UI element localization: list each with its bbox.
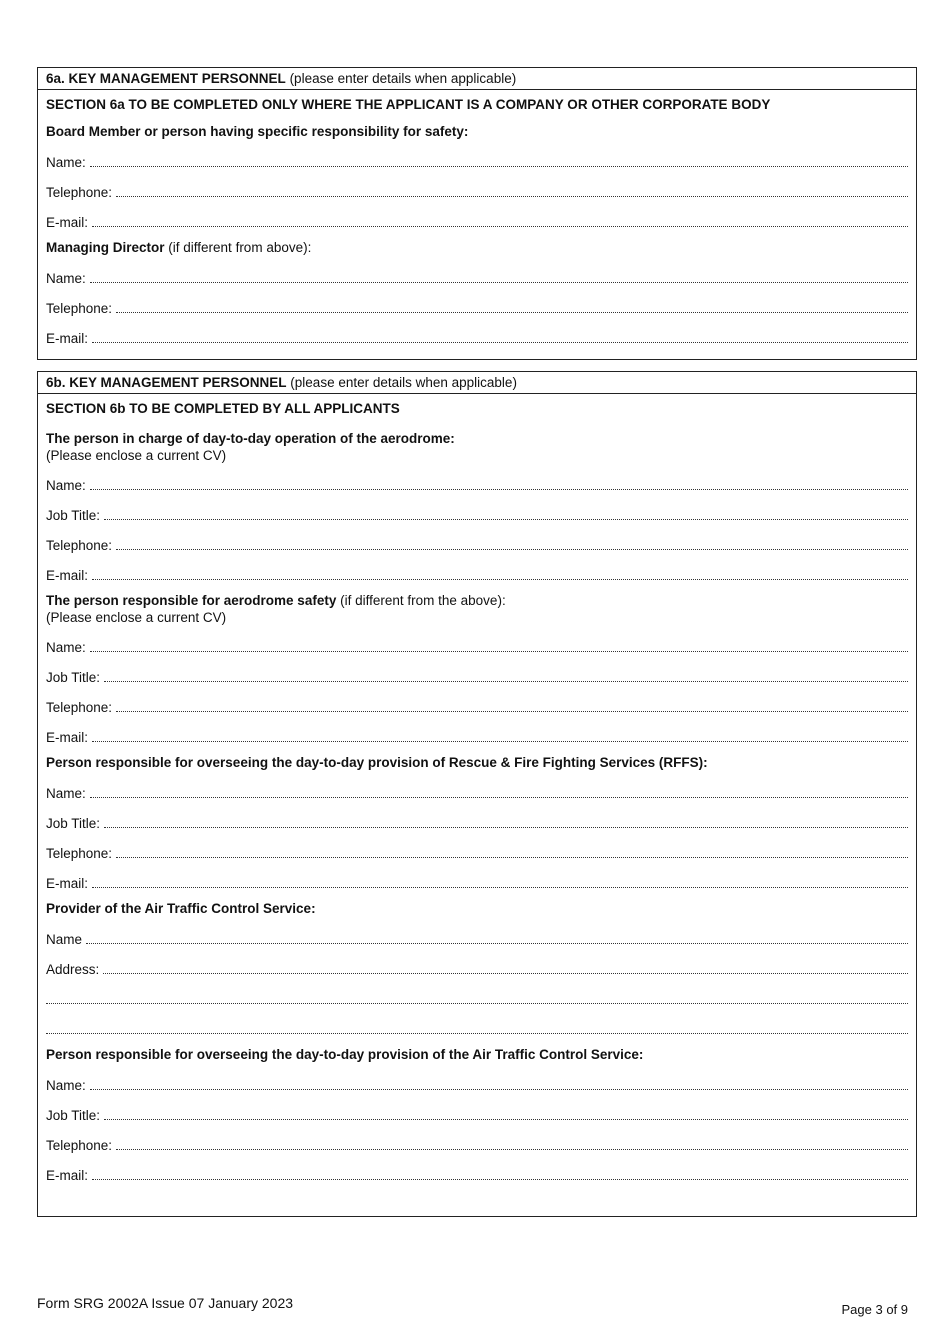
rffs-job-input-line[interactable] [104,826,908,828]
atc-provider-address-field[interactable] [46,948,908,978]
safety-email-input-line[interactable] [92,740,908,742]
section-6a-body [38,90,916,347]
ops-email-field[interactable] [46,554,908,584]
atc-provider-name-label: Name [46,932,83,947]
rffs-email-field[interactable] [46,862,908,892]
safety-email-field[interactable] [46,716,908,746]
md-email-input-line[interactable] [92,341,908,343]
rffs-heading: Person responsible for overseeing the day-to-day provision of Rescue & Fire Fighting Services (RFFS): [46,755,708,770]
atc-person-job-field[interactable] [46,1094,908,1124]
ops-name-input-line[interactable] [90,488,908,490]
section-6a [37,67,917,360]
ops-email-input-line[interactable] [92,578,908,580]
rffs-telephone-label: Telephone: [46,846,113,861]
rffs-telephone-input-line[interactable] [116,856,908,858]
rffs-telephone-field[interactable] [46,832,908,862]
atc-provider-name-field[interactable] [46,918,908,948]
safety-job-input-line[interactable] [104,680,908,682]
md-name-label: Name: [46,271,86,286]
section-6a-header [38,68,916,90]
rffs-name-input-line[interactable] [90,796,908,798]
atc-provider-address-input-line-3[interactable] [46,1032,908,1034]
atc-provider-address-label: Address: [46,962,100,977]
md-email-field[interactable] [46,317,908,347]
atc-person-telephone-field[interactable] [46,1124,908,1154]
atc-provider-address-line-3[interactable] [46,1008,908,1038]
board-member-heading: Board Member or person having specific responsibility for safety: [46,124,469,139]
safety-telephone-input-line[interactable] [116,710,908,712]
rffs-email-label: E-mail: [46,876,89,891]
atc-provider-address-input-line-2[interactable] [46,1002,908,1004]
board-email-input-line[interactable] [92,225,908,227]
safety-job-field[interactable] [46,656,908,686]
section-6b-header-title: 6b. KEY MANAGEMENT PERSONNEL [46,375,287,390]
rffs-job-label: Job Title: [46,816,101,831]
section-6a-header-note: (please enter details when applicable) [289,71,517,86]
form-reference: Form SRG 2002A Issue 07 January 2023 [37,1295,294,1311]
safety-heading-title: The person responsible for aerodrome safety [46,593,337,608]
atc-person-email-input-line[interactable] [92,1178,908,1180]
ops-heading: The person in charge of day-to-day operation of the aerodrome: [46,431,455,446]
section-6b-title: SECTION 6b TO BE COMPLETED BY ALL APPLICANTS [46,401,400,416]
atc-person-email-field[interactable] [46,1154,908,1184]
atc-person-telephone-label: Telephone: [46,1138,113,1153]
safety-name-field[interactable] [46,626,908,656]
section-6a-title: SECTION 6a TO BE COMPLETED ONLY WHERE THE APPLICANT IS A COMPANY OR OTHER CORPORATE BODY [46,97,771,112]
atc-provider-address-input-line[interactable] [103,972,908,974]
section-6b [37,371,917,1217]
md-name-input-line[interactable] [90,281,908,283]
ops-cv-note: (Please enclose a current CV) [46,448,227,463]
board-telephone-field[interactable] [46,171,908,201]
atc-provider-name-input-line[interactable] [86,942,908,944]
safety-email-label: E-mail: [46,730,89,745]
board-email-label: E-mail: [46,215,89,230]
ops-name-field[interactable] [46,464,908,494]
safety-name-input-line[interactable] [90,650,908,652]
rffs-job-field[interactable] [46,802,908,832]
atc-provider-address-line-2[interactable] [46,978,908,1008]
ops-telephone-label: Telephone: [46,538,113,553]
safety-telephone-field[interactable] [46,686,908,716]
board-email-field[interactable] [46,201,908,231]
rffs-email-input-line[interactable] [92,886,908,888]
atc-person-name-field[interactable] [46,1064,908,1094]
md-telephone-input-line[interactable] [116,311,908,313]
section-6a-header-title: 6a. KEY MANAGEMENT PERSONNEL [46,71,286,86]
atc-provider-heading: Provider of the Air Traffic Control Service: [46,901,316,916]
ops-job-label: Job Title: [46,508,101,523]
board-name-label: Name: [46,155,86,170]
md-telephone-field[interactable] [46,287,908,317]
ops-telephone-input-line[interactable] [116,548,908,550]
atc-person-name-input-line[interactable] [90,1088,908,1090]
board-name-field[interactable] [46,141,908,171]
managing-director-heading [46,239,908,257]
ops-job-input-line[interactable] [104,518,908,520]
safety-name-label: Name: [46,640,86,655]
md-email-label: E-mail: [46,331,89,346]
atc-person-job-input-line[interactable] [104,1118,908,1120]
rffs-name-label: Name: [46,786,86,801]
managing-director-heading-title: Managing Director [46,240,165,255]
board-telephone-input-line[interactable] [116,195,908,197]
managing-director-heading-note: (if different from above): [168,240,312,255]
ops-telephone-field[interactable] [46,524,908,554]
safety-job-label: Job Title: [46,670,101,685]
atc-person-job-label: Job Title: [46,1108,101,1123]
board-name-input-line[interactable] [90,165,908,167]
safety-telephone-label: Telephone: [46,700,113,715]
section-6b-header [38,372,916,394]
safety-cv-note: (Please enclose a current CV) [46,610,227,625]
ops-email-label: E-mail: [46,568,89,583]
board-telephone-label: Telephone: [46,185,113,200]
safety-heading-note: (if different from the above): [340,593,506,608]
section-6b-header-note: (please enter details when applicable) [290,375,517,390]
atc-person-email-label: E-mail: [46,1168,89,1183]
atc-person-telephone-input-line[interactable] [116,1148,908,1150]
page-number: Page 3 of 9 [841,1302,908,1317]
md-telephone-label: Telephone: [46,301,113,316]
ops-job-field[interactable] [46,494,908,524]
ops-name-label: Name: [46,478,86,493]
rffs-name-field[interactable] [46,772,908,802]
md-name-field[interactable] [46,257,908,287]
atc-person-name-label: Name: [46,1078,86,1093]
safety-heading [46,592,908,610]
atc-person-heading: Person responsible for overseeing the day-to-day provision of the Air Traffic Control Service: [46,1047,644,1062]
section-6b-body [38,394,916,1184]
